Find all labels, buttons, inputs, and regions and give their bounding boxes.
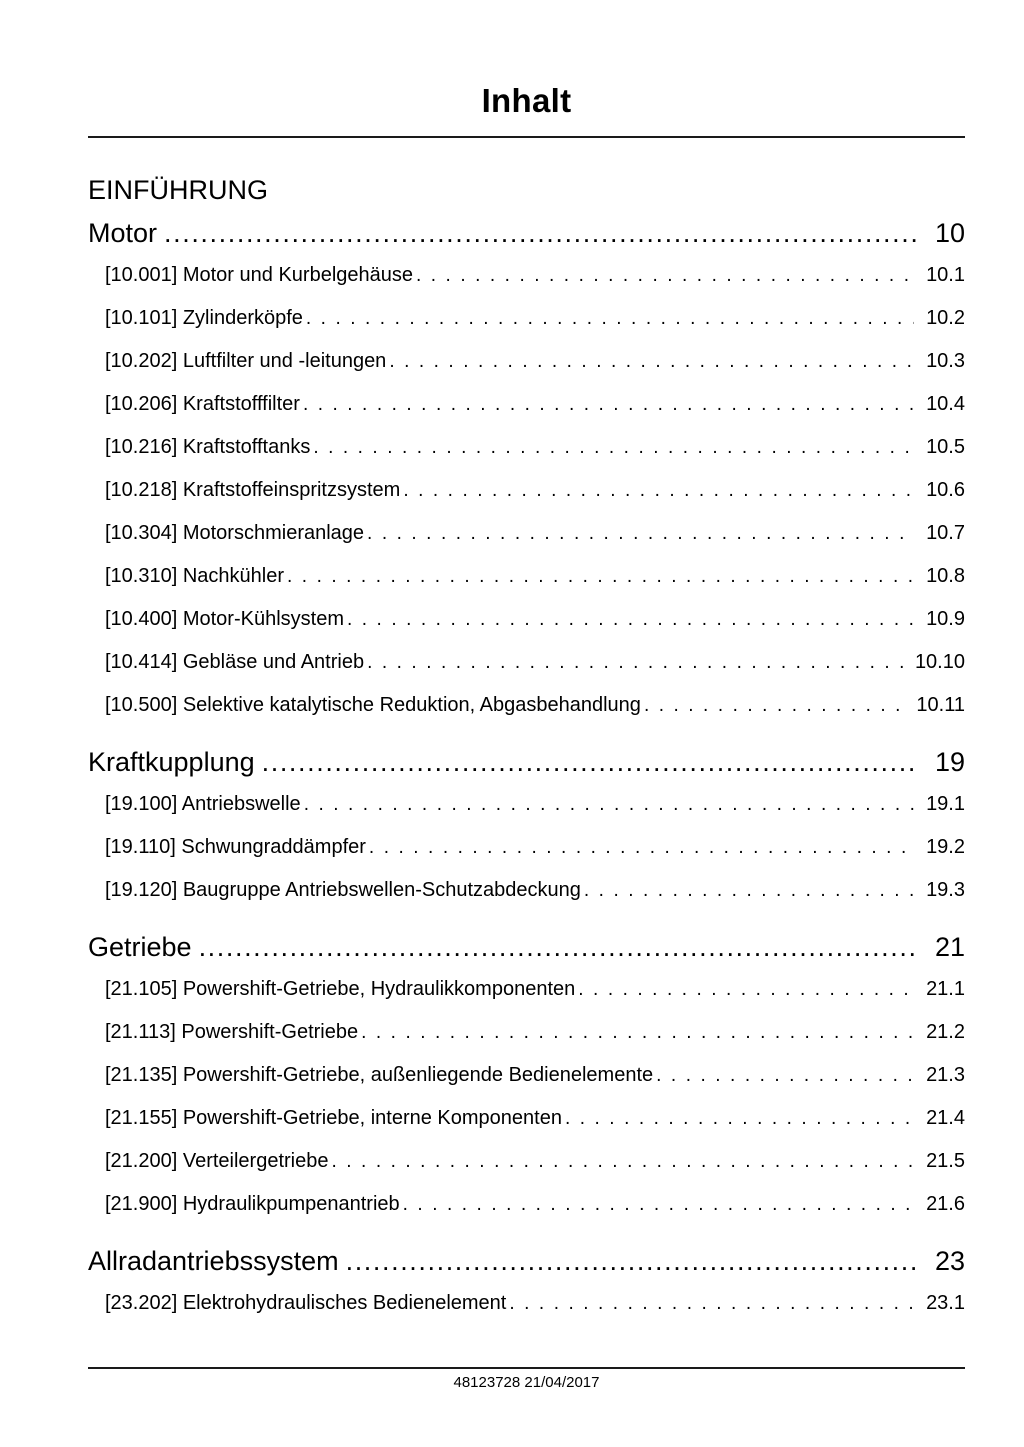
entry-label: [10.218] Kraftstoffeinspritzsystem bbox=[105, 479, 401, 501]
entry-page-number: 21.2 bbox=[926, 1021, 965, 1043]
intro-heading: EINFÜHRUNG bbox=[88, 175, 268, 205]
entry-page-number: 10.8 bbox=[926, 565, 965, 587]
entry-label: [10.101] Zylinderköpfe bbox=[105, 307, 303, 329]
entry-page-number: 21.1 bbox=[926, 978, 965, 1000]
leader-dots bbox=[304, 794, 914, 816]
section-title: Allradantriebssystem bbox=[88, 1246, 339, 1276]
leader-dots bbox=[361, 1022, 914, 1044]
entry-label: [21.113] Powershift-Getriebe bbox=[105, 1021, 359, 1043]
leader-dots bbox=[313, 437, 914, 459]
entry-page-number: 10.2 bbox=[926, 307, 965, 329]
leader-dots bbox=[303, 394, 914, 416]
toc-entry-row bbox=[105, 694, 965, 737]
entry-label: [10.206] Kraftstofffilter bbox=[105, 393, 300, 415]
leader-dots bbox=[367, 652, 903, 674]
leader-dots bbox=[332, 1151, 915, 1173]
entry-label: [19.120] Baugruppe Antriebswellen-Schutzabdeckung bbox=[105, 879, 581, 901]
leader-dots bbox=[164, 218, 919, 250]
toc-entry-row bbox=[105, 651, 965, 694]
toc-entry-row bbox=[105, 1292, 965, 1335]
toc-entry-row bbox=[105, 978, 965, 1021]
section-page-number: 10 bbox=[934, 218, 965, 248]
leader-dots bbox=[578, 979, 914, 1001]
toc-entry-row bbox=[105, 793, 965, 836]
leader-dots bbox=[262, 747, 919, 779]
entry-page-number: 21.5 bbox=[926, 1150, 965, 1172]
toc-entry-row bbox=[105, 264, 965, 307]
section-title: Kraftkupplung bbox=[88, 747, 255, 777]
footer-text: 48123728 21/04/2017 bbox=[453, 1374, 600, 1391]
leader-dots bbox=[656, 1065, 914, 1087]
entry-page-number: 21.3 bbox=[926, 1064, 965, 1086]
leader-dots bbox=[346, 1246, 919, 1278]
entry-label: [10.310] Nachkühler bbox=[105, 565, 285, 587]
entry-page-number: 21.4 bbox=[926, 1107, 965, 1129]
entry-page-number: 10.9 bbox=[926, 608, 965, 630]
leader-dots bbox=[369, 837, 914, 859]
page-title: Inhalt bbox=[481, 82, 572, 119]
title-divider bbox=[88, 136, 965, 138]
toc-entry-row bbox=[105, 436, 965, 479]
section-page-number: 19 bbox=[934, 747, 965, 777]
entry-label: [19.100] Antriebswelle bbox=[105, 793, 301, 815]
section-page-number: 21 bbox=[934, 932, 965, 962]
entry-label: [10.001] Motor und Kurbelgehäuse bbox=[105, 264, 413, 286]
toc-entry-row bbox=[105, 879, 965, 922]
section-title: Motor bbox=[88, 218, 158, 248]
entry-page-number: 10.3 bbox=[926, 350, 965, 372]
leader-dots bbox=[367, 523, 914, 545]
entry-label: [21.200] Verteilergetriebe bbox=[105, 1150, 329, 1172]
leader-dots bbox=[584, 880, 914, 902]
toc-entry-row bbox=[105, 479, 965, 522]
toc-section-row bbox=[88, 932, 965, 978]
footer-divider bbox=[88, 1367, 965, 1369]
entry-page-number: 19.2 bbox=[926, 836, 965, 858]
entry-label: [10.202] Luftfilter und -leitungen bbox=[105, 350, 387, 372]
leader-dots bbox=[287, 566, 914, 588]
leader-dots bbox=[389, 351, 914, 373]
toc-entry-row bbox=[105, 307, 965, 350]
leader-dots bbox=[403, 480, 914, 502]
leader-dots bbox=[416, 265, 914, 287]
entry-page-number: 10.4 bbox=[926, 393, 965, 415]
toc-entry-row bbox=[105, 1150, 965, 1193]
leader-dots bbox=[565, 1108, 914, 1130]
entry-label: [21.155] Powershift-Getriebe, interne Komponenten bbox=[105, 1107, 562, 1129]
entry-page-number: 10.11 bbox=[916, 694, 965, 716]
toc-entry-row bbox=[105, 522, 965, 565]
entry-page-number: 10.7 bbox=[926, 522, 965, 544]
entry-page-number: 21.6 bbox=[926, 1193, 965, 1215]
leader-dots bbox=[644, 695, 904, 717]
entry-page-number: 23.1 bbox=[926, 1292, 965, 1314]
entry-label: [21.105] Powershift-Getriebe, Hydraulikkomponenten bbox=[105, 978, 576, 1000]
toc-entry-row bbox=[105, 836, 965, 879]
toc-entry-row bbox=[105, 350, 965, 393]
section-page-number: 23 bbox=[934, 1246, 965, 1276]
entry-label: [10.414] Gebläse und Antrieb bbox=[105, 651, 365, 673]
entry-page-number: 10.5 bbox=[926, 436, 965, 458]
toc-entry-row bbox=[105, 565, 965, 608]
toc-entry-row bbox=[105, 393, 965, 436]
entry-label: [23.202] Elektrohydraulisches Bedienelement bbox=[105, 1292, 507, 1314]
leader-dots bbox=[347, 609, 914, 631]
section-title: Getriebe bbox=[88, 932, 192, 962]
leader-dots bbox=[403, 1194, 914, 1216]
toc-list bbox=[88, 218, 965, 1335]
toc-entry-row bbox=[105, 1021, 965, 1064]
entry-label: [19.110] Schwungraddämpfer bbox=[105, 836, 366, 858]
toc-entry-row bbox=[105, 608, 965, 651]
entry-label: [21.900] Hydraulikpumpenantrieb bbox=[105, 1193, 400, 1215]
entry-page-number: 19.1 bbox=[926, 793, 965, 815]
toc-section-row bbox=[88, 218, 965, 264]
entry-label: [10.216] Kraftstofftanks bbox=[105, 436, 311, 458]
entry-label: [10.400] Motor-Kühlsystem bbox=[105, 608, 344, 630]
entry-page-number: 19.3 bbox=[926, 879, 965, 901]
entry-label: [21.135] Powershift-Getriebe, außenliegende Bedienelemente bbox=[105, 1064, 654, 1086]
entry-label: [10.500] Selektive katalytische Reduktion, Abgasbehandlung bbox=[105, 694, 641, 716]
toc-entry-row bbox=[105, 1107, 965, 1150]
leader-dots bbox=[509, 1293, 914, 1315]
toc-entry-row bbox=[105, 1064, 965, 1107]
entry-label: [10.304] Motorschmieranlage bbox=[105, 522, 365, 544]
toc-entry-row bbox=[105, 1193, 965, 1236]
entry-page-number: 10.1 bbox=[926, 264, 965, 286]
leader-dots bbox=[306, 308, 914, 330]
entry-page-number: 10.10 bbox=[914, 651, 965, 673]
leader-dots bbox=[199, 932, 919, 964]
toc-section-row bbox=[88, 1246, 965, 1292]
entry-page-number: 10.6 bbox=[926, 479, 965, 501]
toc-section-row bbox=[88, 747, 965, 793]
